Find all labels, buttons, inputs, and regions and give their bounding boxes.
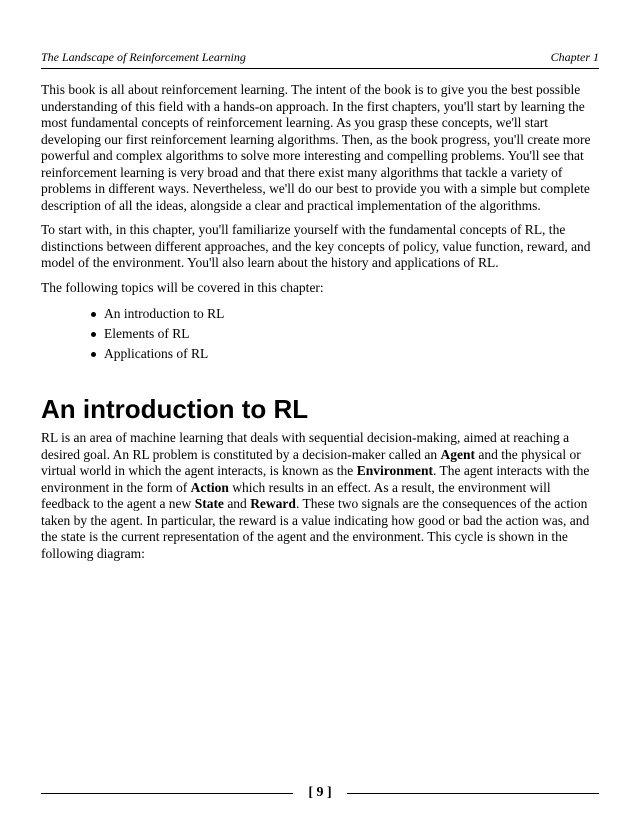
section-heading: An introduction to RL bbox=[41, 394, 309, 424]
term-action: Action bbox=[190, 479, 229, 495]
text-run: . The agent interacts with the environment in the form of bbox=[41, 463, 590, 495]
header-title: The Landscape of Reinforcement Learning bbox=[41, 50, 246, 64]
text-run: . These two signals are the consequences of the action taken by the agent. In particular, the reward is a value indicating how good or bad the action was, and the state is the current representation of the agent and the environment. This cycle is shown in the following diagram: bbox=[41, 496, 590, 561]
topics-intro: The following topics will be covered in this chapter: bbox=[41, 279, 324, 295]
footer-rule-left bbox=[41, 793, 293, 794]
text-run: and bbox=[223, 496, 251, 511]
intro-paragraph: This book is all about reinforcement learning. The intent of the book is to give you the best possible understanding of this field with a hands-on approach. In the first chapters, you'll start by learning the most fundamental concepts of reinforcement learning. As you grasp these concepts, we'll start developing our first reinforcement learning algorithms. Then, as the book progress, you'll create more powerful and complex algorithms to solve more interesting and compelling problems. You'll see that reinforcement learning is very broad and that there exist many algorithms that tackle a variety of problems in different ways. Nevertheless, we'll do our best to provide you with a simple but complete description of all the ideas, alongside a clear and practical implementation of the algorithms. bbox=[41, 82, 591, 213]
page-content bbox=[41, 82, 601, 570]
text-run: and the physical or virtual world in which the agent interacts, is known as the bbox=[41, 446, 581, 478]
chapter-overview-paragraph: To start with, in this chapter, you'll familiarize yourself with the fundamental concepts of RL, the distinctions between different approaches, and the key concepts of policy, value function, reward, and model of the environment. You'll also learn about the history and applications of RL. bbox=[41, 222, 591, 270]
term-agent: Agent bbox=[440, 446, 476, 462]
term-reward: Reward bbox=[250, 496, 296, 511]
term-state: State bbox=[194, 496, 224, 511]
list-item: An introduction to RL bbox=[104, 304, 601, 324]
footer-rule-right bbox=[347, 793, 599, 794]
list-item: Applications of RL bbox=[104, 344, 601, 364]
text-run: which results in an effect. As a result, the environment will feedback to the agent a new bbox=[41, 479, 551, 511]
header-chapter: Chapter 1 bbox=[550, 50, 599, 64]
list-item: Elements of RL bbox=[104, 324, 601, 344]
running-header bbox=[41, 50, 599, 69]
topics-list bbox=[41, 304, 601, 364]
page-footer bbox=[41, 785, 599, 801]
term-environment: Environment bbox=[356, 463, 433, 478]
page-number: [ 9 ] bbox=[308, 785, 332, 800]
section-paragraph bbox=[41, 430, 601, 562]
text-run: RL is an area of machine learning that deals with sequential decision-making, aimed at reaching a desired goal. An RL problem is constituted by a decision-maker called an bbox=[41, 430, 570, 462]
